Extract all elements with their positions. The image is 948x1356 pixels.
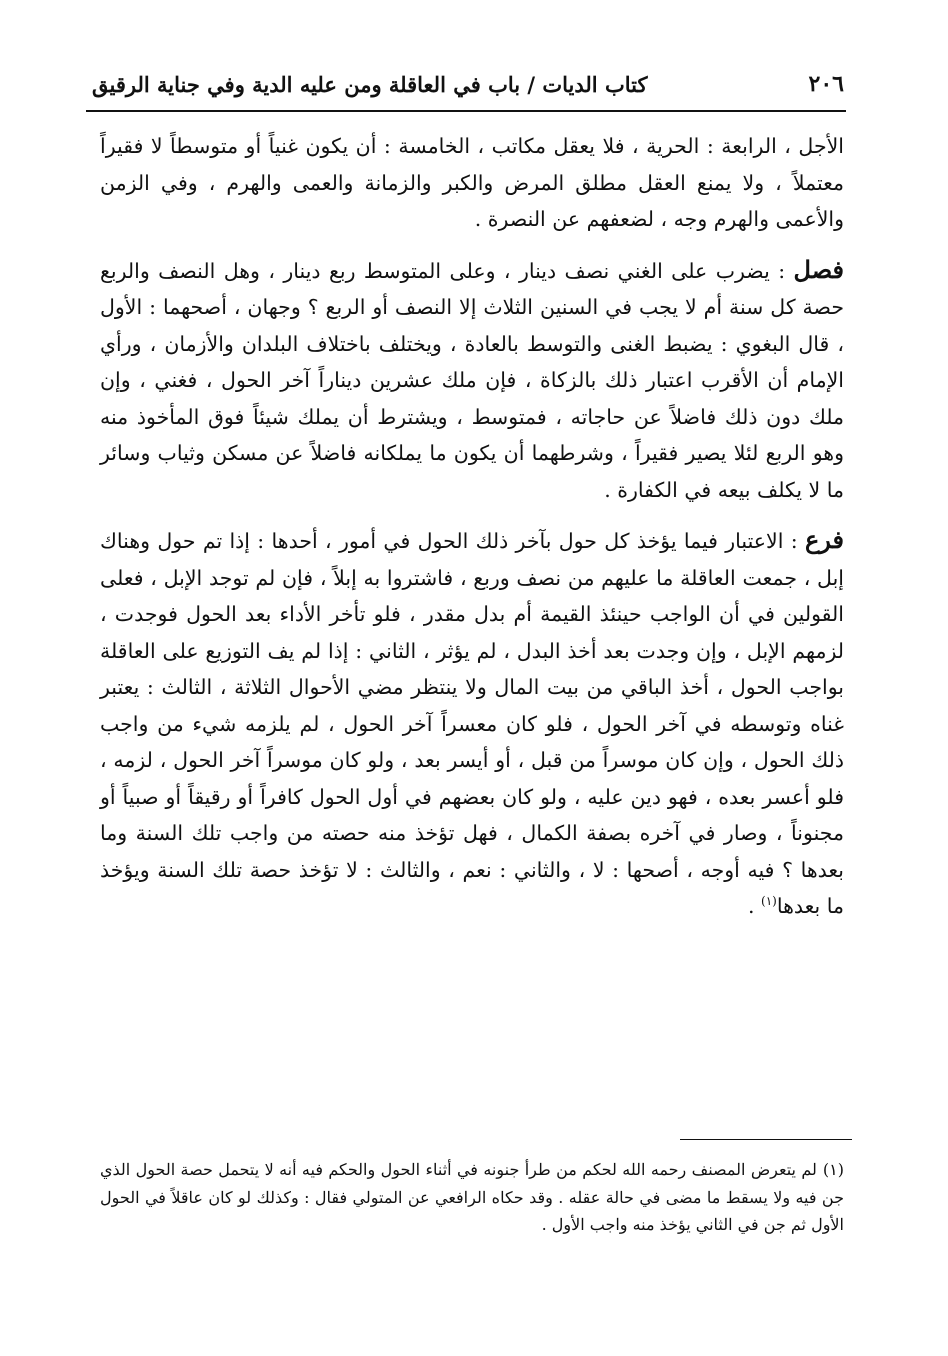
footnote-number: (١) xyxy=(822,1160,845,1179)
header-rule xyxy=(86,110,846,112)
main-text xyxy=(100,128,844,925)
paragraph-1 xyxy=(100,128,844,238)
section-heading-far: فرع xyxy=(804,525,844,554)
footnote xyxy=(100,1156,844,1239)
paragraph-2-text: : يضرب على الغني نصف دينار ، وعلى المتوسط ربع دينار ، وهل النصف والربع حصة كل سنة أم لا يجب في السنين الثلاث إلا النصف أو الربع ؟ وجهان ، أصحهما : الأول ، قال البغوي : يضبط الغنى والتوسط بالعادة ، ويختلف باختلاف البلدان والأزمان ، ورأي الإمام أن الأقرب اعتبار ذلك بالزكاة ، فإن ملك عشرين ديناراً آخر الحول ، فغني ، وإن ملك دون ذلك فاضلاً عن حاجاته ، فمتوسط ، ويشترط أن يملك شيئاً فوق المأخوذ منه وهو الربع لئلا يصير فقيراً ، وشرطهما أن يكون ما يملكانه فاضلاً عن مسكن وثياب وسائر ما لا يكلف بيعه في الكفارة . xyxy=(100,258,844,502)
footnote-reference: (١) xyxy=(761,894,777,909)
footnote-text: لم يتعرض المصنف رحمه الله لحكم من طرأ جنونه في أثناء الحول والحكم فيه أنه لا يتحمل حصة الحول الذي جن فيه ولا يسقط ما مضى في حالة عقله . وقد حكاه الرافعي عن المتولي فقال : وكذلك لو كان عاقلاً في الحول الأول ثم جن في الثاني يؤخذ منه واجب الأول . xyxy=(100,1160,844,1234)
paragraph-3-text: : الاعتبار فيما يؤخذ كل حول بآخر ذلك الحول في أمور ، أحدها : إذا تم حول وهناك إبل ، جمعت العاقلة ما عليهم من نصف وربع ، فاشتروا به إبلاً ، فإن لم توجد الإبل ، فعلى القولين في أن الواجب حينئذ القيمة أم بدل مقدر ، فلو تأخر الأداء بعد الحول فوجدت ، لزمهم الإبل ، وإن وجدت بعد أخذ البدل ، لم يؤثر ، الثاني : إذا لم يف التوزيع على العاقلة بواجب الحول ، أخذ الباقي من بيت المال ولا ينتظر مضي الأحوال الثلاثة ، الثالث : يعتبر غناه وتوسطه في آخر الحول ، فلو كان معسراً آخر الحول ، لم يلزمه شيء من واجب ذلك الحول ، وإن كان موسراً من قبل ، أو أيسر بعد ، ولو كان موسراً آخر الحول ، لزمه ، فلو أعسر بعده ، فهو دين عليه ، ولو كان بعضهم في أول الحول كافراً أو رقيقاً أو صبياً أو مجنوناً ، وصار في آخره بصفة الكمال ، فهل تؤخذ منه حصته من واجب تلك السنة وما بعدها ؟ فيه أوجه ، أصحها : لا ، والثاني : نعم ، والثالث : لا تؤخذ حصة تلك السنة ويؤخذ ما بعدها xyxy=(100,529,844,918)
paragraph-1-text: الأجل ، الرابعة : الحرية ، فلا يعقل مكاتب ، الخامسة : أن يكون غنياً أو متوسطاً لا فقيراً معتملاً ، ولا يمنع العقل مطلق المرض والكبر والزمانة والعمى والهرم ، وفي الزمن والأعمى والهرم وجه ، لضعفهم عن النصرة . xyxy=(100,134,844,231)
section-heading-fasl: فصل xyxy=(793,254,844,284)
page-number: ٢٠٦ xyxy=(808,71,844,97)
paragraph-2 xyxy=(100,252,844,509)
paragraph-3-end: . xyxy=(747,894,762,918)
paragraph-3 xyxy=(100,522,844,925)
running-header xyxy=(92,62,844,106)
running-title: كتاب الديات / باب في العاقلة ومن عليه الدية وفي جناية الرقيق xyxy=(92,71,648,97)
footnote-separator xyxy=(680,1139,852,1140)
